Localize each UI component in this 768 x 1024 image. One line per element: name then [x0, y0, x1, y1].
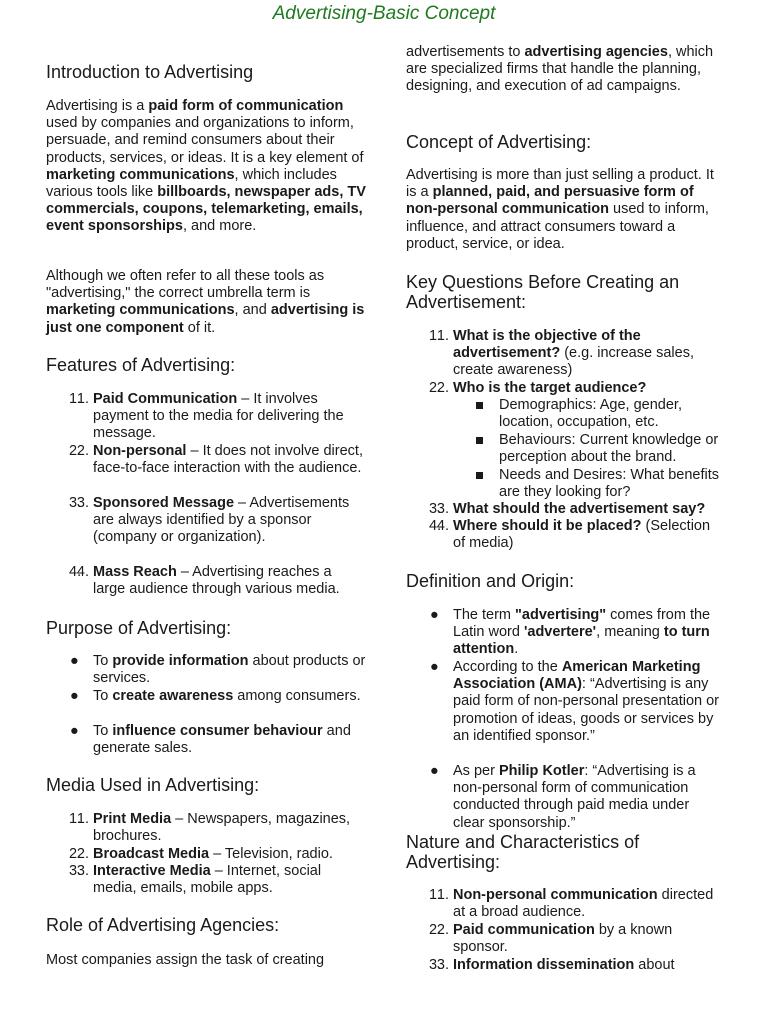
- bullet-icon: ●: [430, 659, 439, 675]
- bold-text: create awareness: [112, 688, 234, 704]
- text-run: advertisements to: [406, 44, 525, 60]
- text-run: .: [514, 641, 519, 658]
- questions-heading: Key Questions Before Creating an Advertisement:: [406, 272, 680, 312]
- text-run: To: [93, 688, 113, 704]
- list-item: [429, 380, 724, 501]
- agencies-paragraph: Most companies assign the task of creating: [46, 952, 325, 968]
- bold-text: Print Media: [93, 811, 172, 827]
- item-number: 1. 1.: [429, 887, 442, 903]
- purpose-list: [70, 653, 366, 757]
- bold-text: What is the objective of the advertisement?: [453, 328, 641, 362]
- bullet-icon: ●: [70, 688, 79, 704]
- bold-text: paid form of communication: [148, 98, 344, 114]
- item-number: 4. 4.: [69, 564, 82, 580]
- media-list: [69, 811, 366, 897]
- list-item: [69, 443, 366, 495]
- bold-text: provide information: [112, 653, 249, 669]
- bold-text: Sponsored Message: [93, 495, 235, 511]
- text-run: – Advertisements are always identified by a sponsor (company or organization).: [93, 495, 350, 546]
- bold-text: Where should it be placed?: [453, 518, 642, 535]
- text-run: – It involves payment to the media for delivering the message.: [93, 391, 344, 442]
- item-text: [93, 723, 351, 756]
- item-text: Demographics: Age, gender, location, occupation, etc.: [499, 397, 682, 431]
- list-item: [69, 811, 366, 846]
- item-text: [93, 443, 363, 476]
- text-run: , meaning: [596, 624, 664, 641]
- audience-sublist: [453, 397, 724, 501]
- item-number: 2. 2.: [429, 380, 442, 396]
- list-item: [499, 467, 724, 501]
- bold-text: advertising agencies: [524, 44, 668, 60]
- definition-list: [430, 607, 724, 832]
- item-text: [453, 518, 710, 551]
- list-item: [499, 432, 724, 467]
- item-number: 3. 3.: [69, 495, 82, 511]
- square-bullet-icon: [476, 437, 483, 444]
- bullet-icon: ●: [70, 723, 79, 739]
- concept-heading: Concept of Advertising:: [406, 132, 592, 152]
- bold-text: Paid Communication: [93, 391, 238, 407]
- text-run: : “Advertising is a non-personal form of communication conducted through paid media under clear sponsorship.”: [453, 763, 696, 831]
- item-number: 3. 3.: [69, 863, 82, 879]
- intro-paragraph-2: [46, 268, 366, 337]
- text-run: , which includes various tools like: [46, 166, 337, 201]
- bold-text: Paid communication: [453, 922, 595, 938]
- bold-text: Broadcast Media: [93, 846, 210, 862]
- text-run: , and more.: [182, 218, 257, 235]
- bullet-icon: ●: [70, 653, 79, 669]
- text-run: comes from the Latin word: [453, 607, 711, 641]
- nature-list: [429, 887, 724, 974]
- features-heading: Features of Advertising:: [46, 355, 236, 375]
- item-text: [453, 501, 705, 517]
- text-run: : “Advertising is any paid form of non-personal presentation or promotion of ideas, goods or services by an identified sponsor.”: [453, 676, 719, 744]
- item-text: [453, 922, 672, 955]
- list-item: [70, 723, 366, 757]
- text-run: about products or services.: [93, 653, 366, 687]
- item-text: Needs and Desires: What benefits are they looking for?: [499, 467, 720, 501]
- intro-heading: Introduction to Advertising: [46, 62, 254, 82]
- bold-text: What should the advertisement say?: [453, 501, 706, 518]
- text-run: used to inform, influence, and attract consumers toward a product, service, or idea.: [406, 201, 709, 252]
- text-run: (Selection of media): [453, 518, 711, 552]
- text-run: , which are specialized firms that handle the planning, designing, and execution of ad campaigns.: [406, 44, 714, 95]
- concept-paragraph: [406, 167, 724, 253]
- bold-text: billboards, newspaper ads, TV commercials, coupons, telemarketing, emails, event sponsorships: [46, 184, 366, 235]
- list-item: [69, 564, 366, 598]
- text-run: (e.g. increase sales, create awareness): [453, 345, 694, 379]
- bold-text: Non-personal: [93, 443, 187, 459]
- list-item: [69, 391, 366, 443]
- bold-text: influence consumer behaviour: [112, 723, 323, 739]
- bold-text: marketing communications: [46, 302, 235, 319]
- item-text: [453, 607, 710, 657]
- questions-list: [429, 328, 724, 553]
- page-title: Advertising-Basic Concept: [272, 3, 496, 24]
- bullet-icon: ●: [430, 607, 439, 623]
- bold-text: advertising is just one component: [46, 302, 365, 336]
- bold-text: Non-personal communication: [453, 887, 658, 903]
- item-number: 2. 2.: [69, 443, 82, 459]
- item-text: [453, 957, 675, 973]
- bold-text: Mass Reach: [93, 564, 177, 580]
- list-item: [429, 887, 724, 922]
- bold-text: Who is the target audience?: [453, 380, 647, 396]
- text-run: Although we often refer to all these tools as "advertising," the correct umbrella term is: [46, 268, 325, 302]
- item-text: [93, 846, 333, 862]
- item-text: Behaviours: Current knowledge or perception about the brand.: [499, 432, 719, 466]
- square-bullet-icon: [476, 402, 483, 409]
- list-item: [429, 518, 724, 552]
- bold-text: 'advertere': [523, 624, 597, 641]
- agencies-heading: Role of Advertising Agencies:: [46, 915, 280, 935]
- list-item: [430, 659, 724, 763]
- bold-text: Interactive Media: [93, 863, 211, 879]
- bullet-icon: ●: [430, 763, 439, 779]
- text-run: by a known sponsor.: [453, 922, 673, 956]
- list-item: [69, 863, 366, 897]
- text-run: Advertising is a: [46, 98, 149, 114]
- list-item: [430, 763, 724, 832]
- item-number: 2. 2.: [69, 846, 82, 862]
- text-run: As per: [453, 763, 499, 779]
- list-item: [430, 607, 724, 659]
- text-run: – It does not involve direct, face-to-face interaction with the audience.: [93, 443, 363, 477]
- text-run: – Television, radio.: [209, 846, 333, 862]
- text-run: The term: [453, 607, 516, 623]
- item-text: [453, 380, 646, 396]
- list-item: [69, 846, 366, 863]
- text-run: used by companies and organizations to inform, persuade, and remind consumers about their products, services, or ideas. It is a key element of: [46, 115, 364, 166]
- bold-text: "advertising": [515, 607, 607, 623]
- text-run: directed at a broad audience.: [453, 887, 714, 921]
- bold-text: American Marketing Association (AMA): [453, 659, 701, 693]
- item-text: [93, 688, 361, 704]
- text-run: To: [93, 723, 113, 739]
- nature-heading: Nature and Characteristics of Advertising:: [406, 832, 640, 872]
- bold-text: to turn attention: [453, 624, 710, 658]
- item-text: [453, 763, 696, 831]
- bold-text: Information dissemination: [453, 957, 635, 973]
- text-run: – Advertising reaches a large audience through various media.: [93, 564, 340, 598]
- item-number: 3. 3.: [429, 957, 442, 973]
- list-item: [499, 397, 724, 432]
- item-text: [93, 863, 321, 896]
- bold-text: marketing communications: [46, 166, 235, 183]
- item-text: [453, 659, 719, 744]
- bold-text: Philip Kotler: [498, 763, 585, 779]
- text-run: about: [634, 957, 675, 973]
- item-text: [93, 391, 344, 441]
- item-number: 1. 1.: [429, 328, 442, 344]
- text-run: of it.: [183, 319, 216, 336]
- item-number: 4. 4.: [429, 518, 442, 535]
- square-bullet-icon: [476, 472, 483, 479]
- item-text: [93, 495, 349, 545]
- features-list: [69, 391, 366, 598]
- text-run: According to the: [453, 659, 562, 675]
- item-number: 1. 1.: [69, 811, 82, 827]
- list-item: [429, 501, 724, 518]
- text-run: , and: [234, 302, 271, 319]
- item-text: [453, 887, 713, 920]
- item-number: 2. 2.: [429, 922, 442, 938]
- list-item: [69, 495, 366, 564]
- text-run: – Internet, social media, emails, mobile apps.: [93, 863, 322, 897]
- intro-paragraph-1: [46, 98, 366, 236]
- item-number: 3. 3.: [429, 501, 442, 518]
- bold-text: planned, paid, and persuasive form of non-personal communication: [406, 184, 694, 218]
- list-item: [70, 653, 366, 688]
- text-run: – Newspapers, magazines, brochures.: [93, 811, 351, 845]
- list-item: [429, 922, 724, 957]
- list-item: [429, 328, 724, 380]
- item-text: [93, 811, 350, 844]
- item-text: [93, 653, 365, 686]
- media-heading: Media Used in Advertising:: [46, 775, 260, 795]
- agencies-paragraph-continued: [406, 44, 724, 96]
- text-run: Advertising is more than just selling a product. It is a: [406, 167, 714, 201]
- item-number: 1. 1.: [69, 391, 82, 407]
- item-text: [93, 564, 340, 597]
- list-item: [70, 688, 366, 723]
- text-run: and generate sales.: [93, 723, 351, 757]
- text-run: To: [93, 653, 113, 669]
- purpose-heading: Purpose of Advertising:: [46, 618, 232, 638]
- item-text: [453, 328, 694, 378]
- list-item: [429, 957, 724, 974]
- definition-heading: Definition and Origin:: [406, 571, 575, 591]
- text-run: among consumers.: [233, 688, 361, 704]
